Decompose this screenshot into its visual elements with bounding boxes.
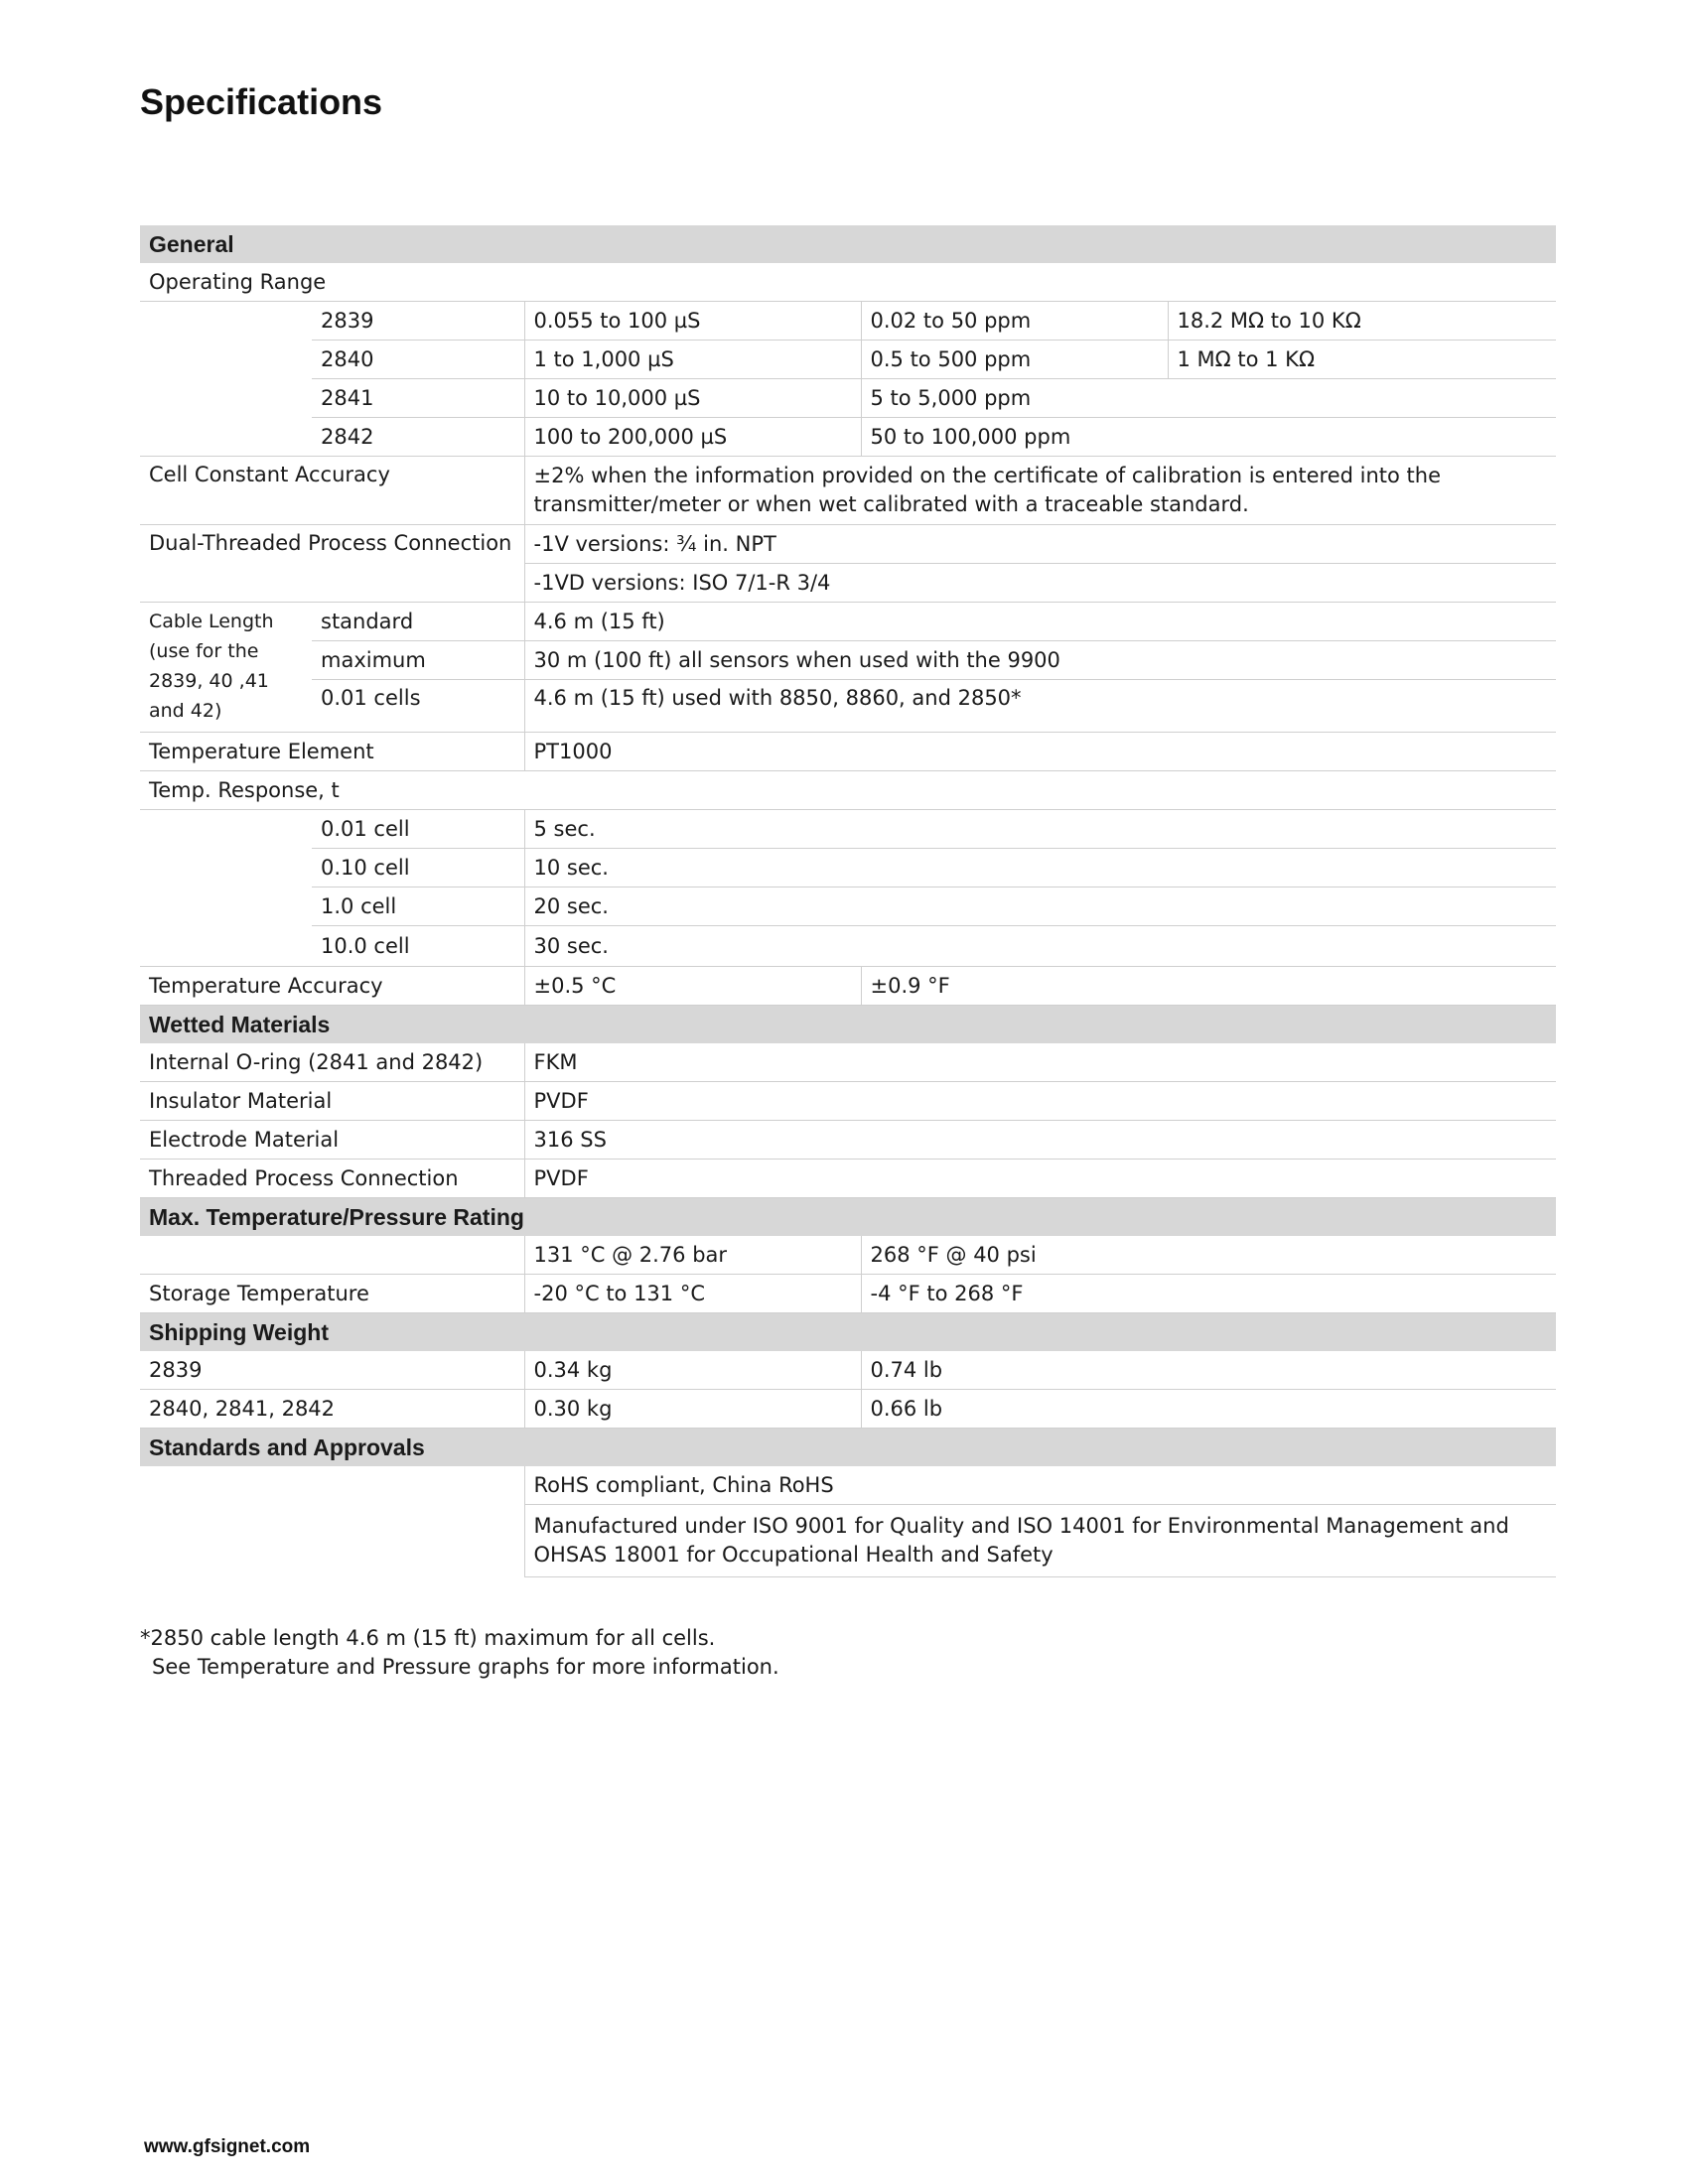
cable-length-row-3 [140,680,1556,733]
specifications-table [140,225,1556,1577]
row-label: 2840, 2841, 2842 [140,1390,524,1429]
fahrenheit-value: 268 °F @ 40 psi [861,1236,1556,1275]
temp-response-3 [140,926,1556,967]
section-maxtemp [140,1198,1556,1237]
celsius-value: -20 °C to 131 °C [524,1275,861,1313]
row-value: PT1000 [524,733,1556,771]
blank-cell [140,302,312,457]
footer-url: www.gfsignet.com [144,2136,311,2157]
fahrenheit-value: -4 °F to 268 °F [861,1275,1556,1313]
row-value: FKM [524,1043,1556,1082]
resistance-cell: 1 MΩ to 1 KΩ [1168,341,1556,379]
row-value: 316 SS [524,1121,1556,1160]
operating-range-row [140,263,1556,302]
standards-row-1 [140,1466,1556,1505]
us-cell: 1 to 1,000 µS [524,341,861,379]
section-title: Max. Temperature/Pressure Rating [140,1198,1556,1237]
rating-row [140,1236,1556,1275]
temp-response-2 [140,887,1556,926]
resistance-cell: 18.2 MΩ to 10 KΩ [1168,302,1556,341]
response-key: 1.0 cell [312,887,524,926]
shipping-row [140,1351,1556,1390]
footnote-line-1: *2850 cable length 4.6 m (15 ft) maximum for all cells. [140,1626,716,1650]
row-label: Temperature Element [140,733,524,771]
celsius-value: 131 °C @ 2.76 bar [524,1236,861,1275]
row-label: Dual-Threaded Process Connection [140,525,524,603]
cable-length-row-1 [140,603,1556,641]
response-key: 0.10 cell [312,849,524,887]
section-general [140,225,1556,263]
row-value: Manufactured under ISO 9001 for Quality and ISO 14001 for Environmental Management and OHSAS 18001 for Occupational Health and Safety [524,1505,1556,1577]
row-label: 2839 [140,1351,524,1390]
cable-length-row-2 [140,641,1556,680]
response-value: 10 sec. [524,849,1556,887]
lb-value: 0.74 lb [861,1351,1556,1390]
cable-key: standard [312,603,524,641]
operating-range-2840 [140,341,1556,379]
cell-constant-row [140,457,1556,525]
row-value: -1VD versions: ISO 7/1-R 3/4 [524,564,1556,603]
section-title: Standards and Approvals [140,1429,1556,1467]
wetted-row [140,1082,1556,1121]
us-cell: 100 to 200,000 µS [524,418,861,457]
lb-value: 0.66 lb [861,1390,1556,1429]
row-label: Storage Temperature [140,1275,524,1313]
row-label: Operating Range [140,263,1556,302]
wetted-row [140,1121,1556,1160]
model-cell: 2839 [312,302,524,341]
section-title: Wetted Materials [140,1006,1556,1044]
footnote-line-2: See Temperature and Pressure graphs for more information. [152,1655,779,1679]
response-value: 20 sec. [524,887,1556,926]
row-label: Cell Constant Accuracy [140,457,524,525]
footnote [140,1624,779,1682]
ppm-cell: 5 to 5,000 ppm [861,379,1556,418]
section-wetted [140,1006,1556,1044]
cable-value: 4.6 m (15 ft) used with 8850, 8860, and 2850* [524,680,1556,733]
cable-key: 0.01 cells [312,680,524,733]
row-value: RoHS compliant, China RoHS [524,1466,1556,1505]
cable-value: 4.6 m (15 ft) [524,603,1556,641]
blank-cell [140,1236,524,1275]
response-key: 0.01 cell [312,810,524,849]
operating-range-2842 [140,418,1556,457]
temp-response-0 [140,810,1556,849]
section-shipping [140,1313,1556,1352]
model-cell: 2842 [312,418,524,457]
temp-element-row [140,733,1556,771]
us-cell: 0.055 to 100 µS [524,302,861,341]
operating-range-2841 [140,379,1556,418]
fahrenheit-value: ±0.9 °F [861,967,1556,1006]
storage-row [140,1275,1556,1313]
row-label: Electrode Material [140,1121,524,1160]
temp-response-row [140,771,1556,810]
row-label: Insulator Material [140,1082,524,1121]
temp-response-1 [140,849,1556,887]
operating-range-2839 [140,302,1556,341]
ppm-cell: 0.02 to 50 ppm [861,302,1168,341]
row-label: Threaded Process Connection [140,1160,524,1198]
ppm-cell: 0.5 to 500 ppm [861,341,1168,379]
row-value: PVDF [524,1082,1556,1121]
response-value: 30 sec. [524,926,1556,967]
cable-value: 30 m (100 ft) all sensors when used with the 9900 [524,641,1556,680]
kg-value: 0.34 kg [524,1351,861,1390]
ppm-cell: 50 to 100,000 ppm [861,418,1556,457]
wetted-row [140,1043,1556,1082]
response-key: 10.0 cell [312,926,524,967]
row-label: Internal O-ring (2841 and 2842) [140,1043,524,1082]
shipping-row [140,1390,1556,1429]
row-label: Temperature Accuracy [140,967,524,1006]
section-standards [140,1429,1556,1467]
row-label: Temp. Response, t [140,771,1556,810]
response-value: 5 sec. [524,810,1556,849]
row-value: -1V versions: ¾ in. NPT [524,525,1556,564]
temp-accuracy-row [140,967,1556,1006]
wetted-row [140,1160,1556,1198]
row-value: PVDF [524,1160,1556,1198]
row-value: ±2% when the information provided on the certificate of calibration is entered into the transmitter/meter or when wet calibrated with a traceable standard. [524,457,1556,525]
model-cell: 2840 [312,341,524,379]
blank-cell [140,810,312,967]
us-cell: 10 to 10,000 µS [524,379,861,418]
page-title: Specifications [140,81,383,122]
dual-threaded-row-1 [140,525,1556,564]
blank-cell [140,1466,524,1577]
celsius-value: ±0.5 °C [524,967,861,1006]
kg-value: 0.30 kg [524,1390,861,1429]
cable-key: maximum [312,641,524,680]
section-title: General [140,225,1556,263]
row-label: Cable Length (use for the 2839, 40 ,41 and 42) [140,603,312,733]
section-title: Shipping Weight [140,1313,1556,1352]
model-cell: 2841 [312,379,524,418]
